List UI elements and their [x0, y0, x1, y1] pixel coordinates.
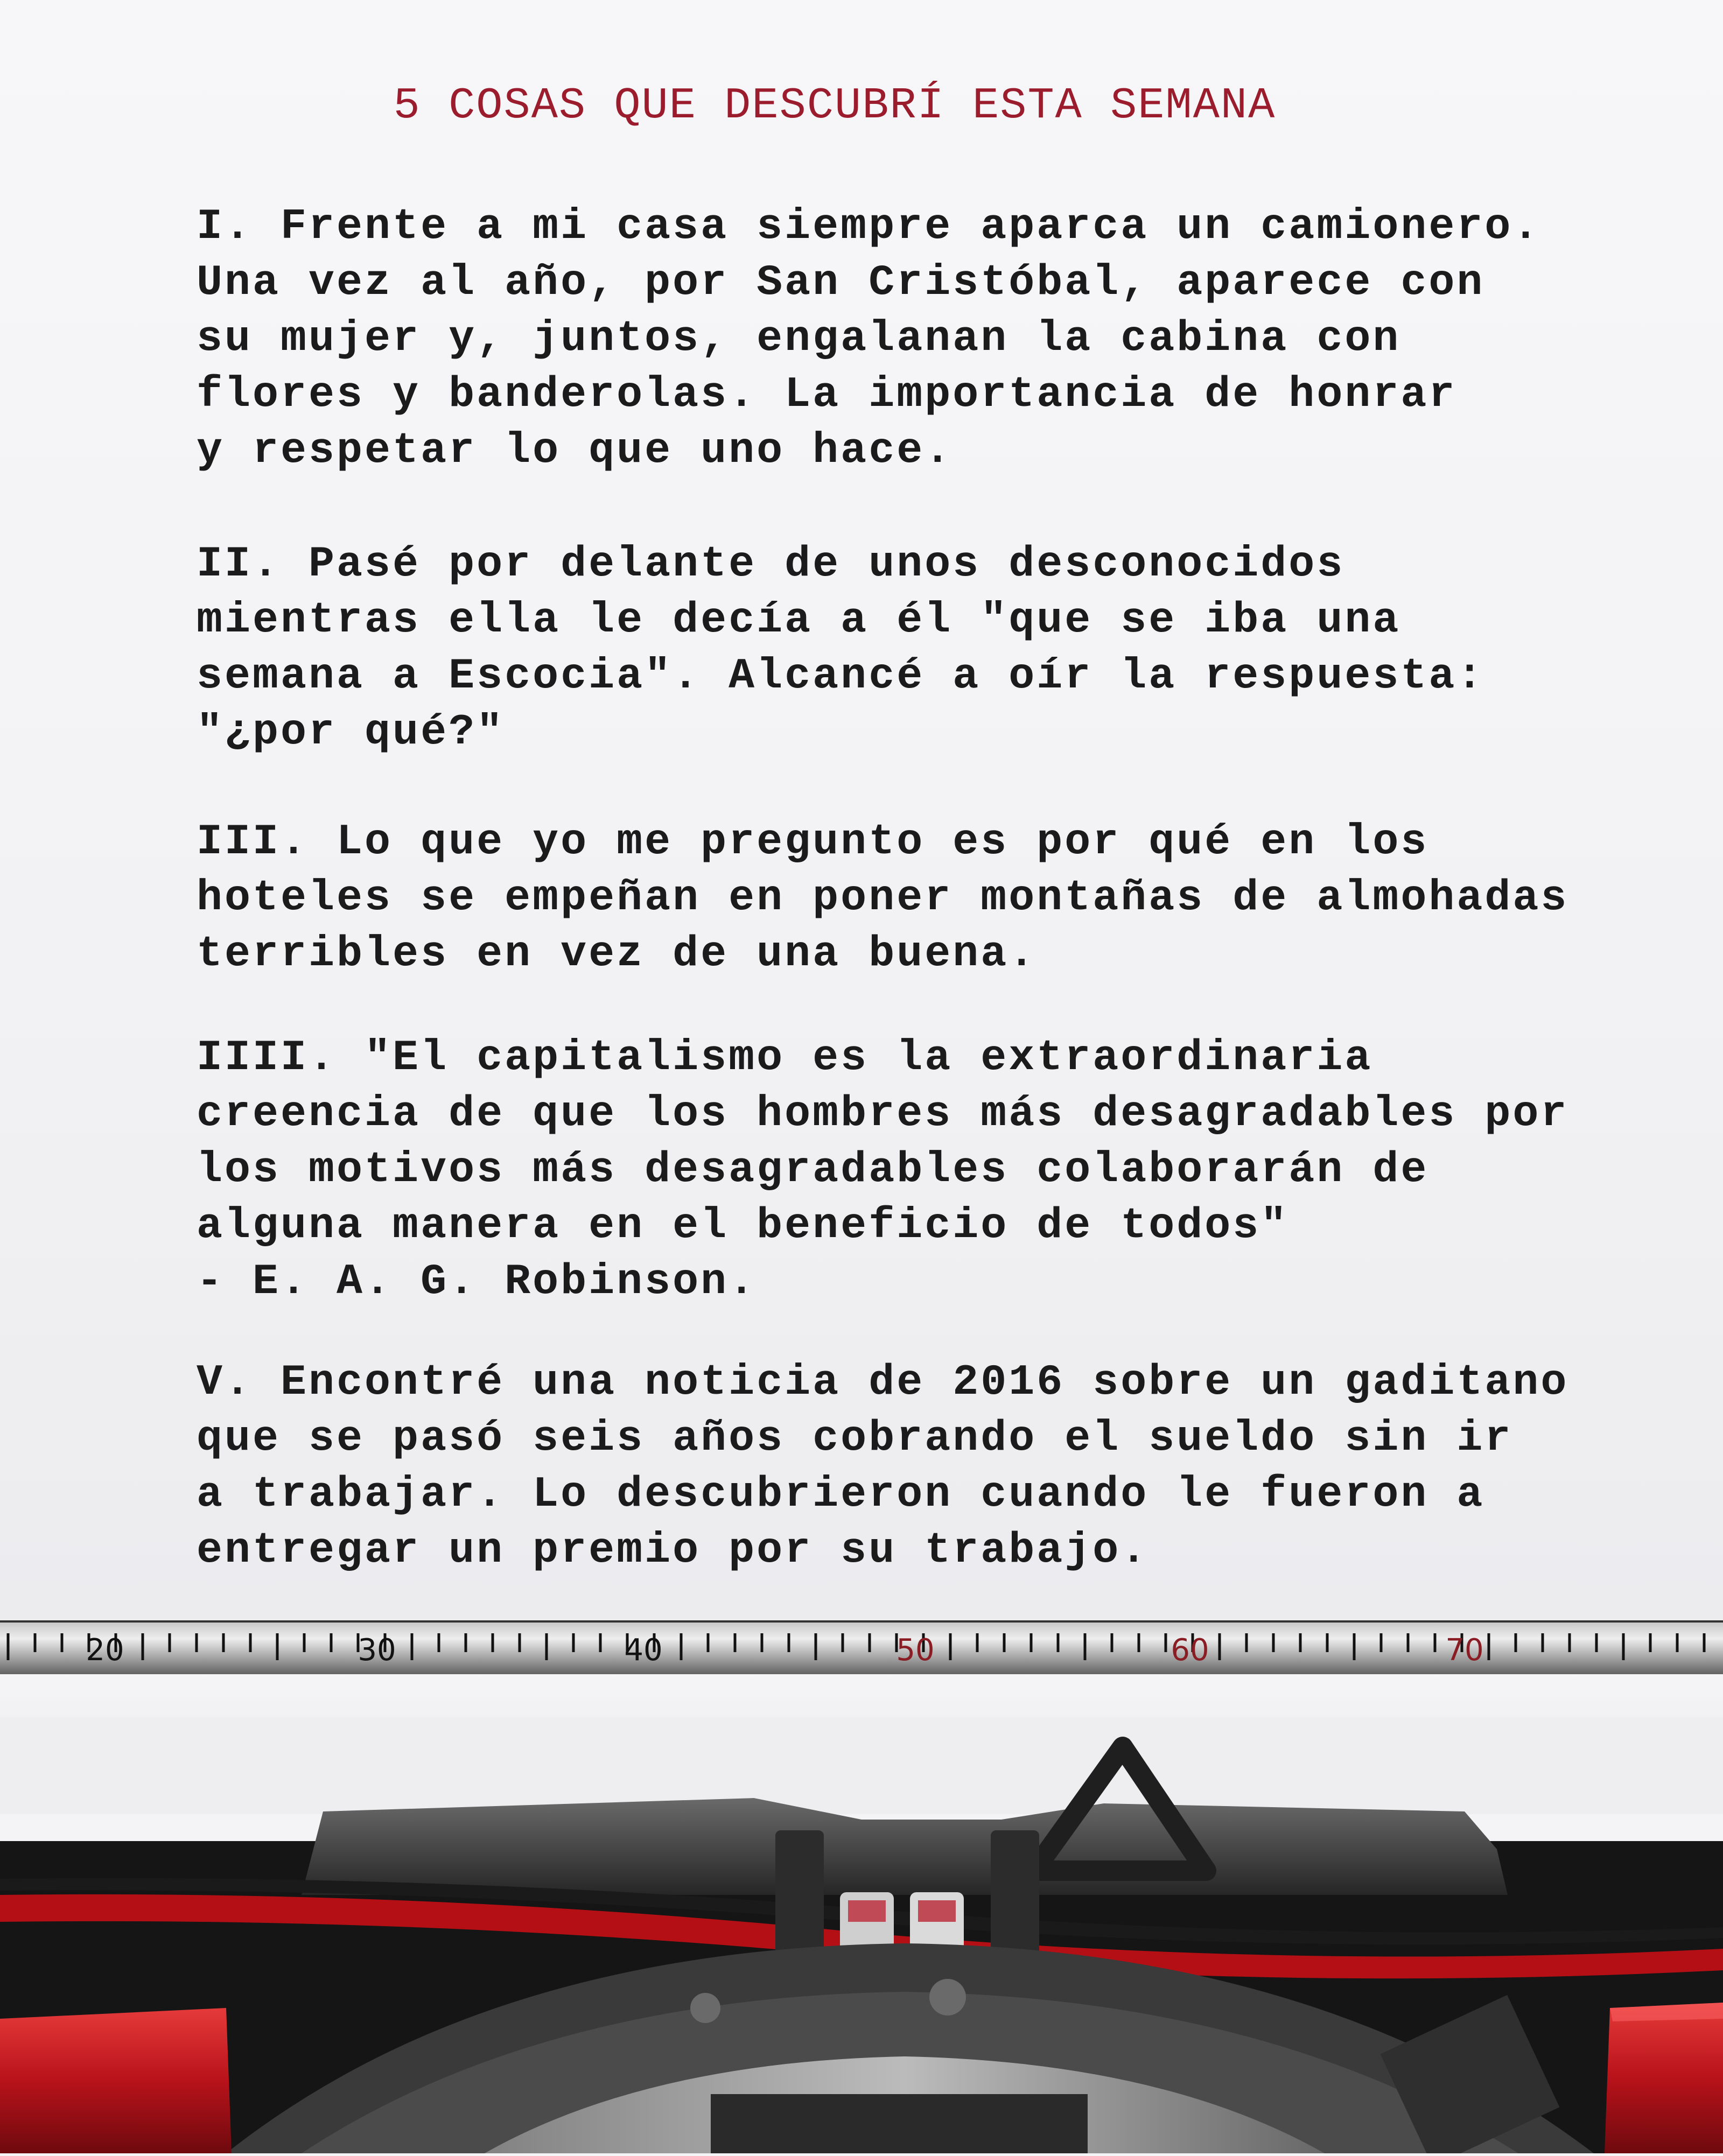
paragraph-line: a trabajar. Lo descubrieron cuando le fueron a — [197, 1470, 1485, 1519]
paragraph-4 — [197, 1030, 1596, 1310]
paragraph-line: - E. A. G. Robinson. — [197, 1258, 757, 1307]
typewriter-ruler — [0, 1620, 1723, 1680]
paragraph-line: terribles en vez de una buena. — [197, 930, 1037, 979]
paragraph-line: Una vez al año, por San Cristóbal, aparece con — [197, 258, 1485, 307]
paragraph-line: su mujer y, juntos, engalanan la cabina con — [197, 314, 1401, 363]
paragraph-line: "¿por qué?" — [197, 708, 505, 757]
paragraph-line: creencia de que los hombres más desagradables por — [197, 1090, 1569, 1139]
paragraph-line: y respetar lo que uno hace. — [197, 426, 953, 475]
paragraph-line: II. Pasé por delante de unos desconocidos — [197, 540, 1345, 589]
paragraph-line: flores y banderolas. La importancia de honrar — [197, 370, 1457, 419]
ruler-label: 70 — [1445, 1633, 1484, 1668]
paragraph-3 — [197, 814, 1596, 982]
paragraph-line: semana a Escocia". Alcancé a oír la respuesta: — [197, 652, 1485, 701]
paragraph-5 — [197, 1355, 1596, 1579]
paragraph-line: mientras ella le decía a él "que se iba una — [197, 596, 1401, 645]
paragraph-2 — [197, 537, 1596, 761]
page-title: 5 COSAS QUE DESCUBRÍ ESTA SEMANA — [393, 81, 1276, 131]
paragraph-line: I. Frente a mi casa siempre aparca un camionero. — [197, 202, 1541, 251]
paragraph-line: que se pasó seis años cobrando el sueldo sin ir — [197, 1414, 1513, 1463]
paragraph-line: V. Encontré una noticia de 2016 sobre un gaditano — [197, 1358, 1569, 1407]
ruler-label: 50 — [896, 1633, 935, 1668]
paragraph-line: alguna manera en el beneficio de todos" — [197, 1202, 1289, 1251]
typewriter-mechanism-drawing — [0, 1717, 1723, 2153]
paragraph-line: los motivos más desagradables colaborarán de — [197, 1146, 1429, 1195]
ruler-scale — [0, 1623, 1723, 1676]
paragraph-line: IIII. "El capitalismo es la extraordinaria — [197, 1034, 1373, 1083]
paragraph-line: hoteles se empeñan en poner montañas de almohadas — [197, 874, 1569, 923]
paragraph-line: entregar un premio por su trabajo. — [197, 1526, 1149, 1575]
typewriter-mechanism — [0, 1717, 1723, 2153]
ruler-label: 60 — [1171, 1633, 1209, 1668]
ruler-label: 30 — [358, 1633, 396, 1668]
paragraph-1 — [197, 199, 1596, 479]
ruler-label: 40 — [624, 1633, 663, 1668]
ruler-label: 20 — [86, 1633, 124, 1668]
paragraph-line: III. Lo que yo me pregunto es por qué en los — [197, 818, 1429, 867]
